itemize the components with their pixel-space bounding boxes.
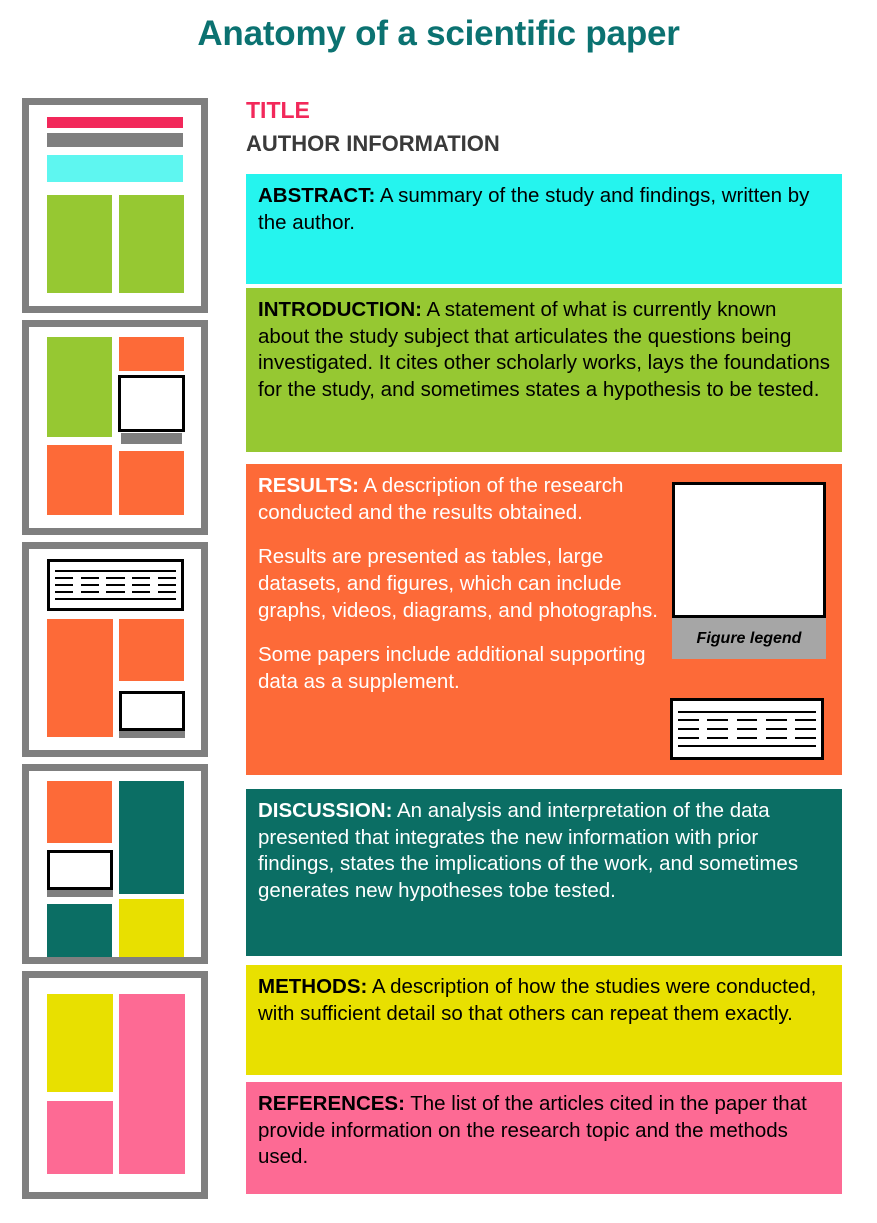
- section-abstract: [246, 174, 842, 284]
- thumb3-figure-legend-bar: [119, 731, 185, 738]
- results-paragraph-2: Results are presented as tables, large datasets, and figures, which can include graphs, videos, diagrams, and photographs.: [258, 545, 659, 622]
- table-row: [678, 728, 816, 730]
- references-paragraph: [258, 1091, 830, 1171]
- introduction-label: INTRODUCTION:: [258, 298, 422, 321]
- page-thumbnail-column: [22, 98, 208, 1203]
- thumb1-title-bar: [47, 117, 183, 128]
- thumb5-references-right: [119, 994, 185, 1174]
- methods-body: A description of how the studies were conducted, with sufficient detail so that others can repeat them exactly.: [258, 975, 817, 1025]
- thumb1-abstract-bar: [47, 155, 183, 182]
- table-rule-top: [55, 570, 176, 572]
- section-introduction: [246, 288, 842, 452]
- thumb2-results-bottom-left: [47, 445, 112, 515]
- thumb3-table: [47, 559, 184, 611]
- methods-paragraph: [258, 974, 830, 1027]
- table-rule-bottom: [55, 598, 176, 600]
- page-thumbnail-4: [22, 764, 208, 964]
- results-text-column: [258, 473, 678, 695]
- thumb1-intro-column-left: [47, 195, 112, 293]
- discussion-label: DISCUSSION:: [258, 799, 393, 822]
- discussion-paragraph: [258, 798, 830, 905]
- abstract-body: A summary of the study and findings, written by the author.: [258, 184, 810, 234]
- results-body: A description of the research conducted and the results obtained.: [258, 474, 624, 524]
- thumb4-figure-box: [47, 850, 113, 890]
- figure-inset: [672, 482, 826, 659]
- page-title: Anatomy of a scientific paper: [197, 14, 680, 53]
- table-rule-bottom: [678, 745, 816, 747]
- figure-legend-text: Figure legend: [696, 629, 802, 647]
- results-table-inset: [670, 698, 824, 760]
- thumb1-intro-column-right: [119, 195, 184, 293]
- thumb4-methods-block: [119, 899, 184, 957]
- thumb2-intro-column: [47, 337, 112, 437]
- thumb2-figure-legend-bar: [121, 433, 182, 444]
- section-methods: [246, 965, 842, 1075]
- thumb1-author-bar: [47, 133, 183, 147]
- thumb5-references-bottom-left: [47, 1101, 113, 1174]
- thumb4-figure-legend-bar: [47, 890, 113, 897]
- section-results: [246, 464, 842, 775]
- table-row: [678, 719, 816, 721]
- thumb2-results-top-right: [119, 337, 184, 371]
- table-row: [55, 584, 176, 586]
- figure-legend-bar: [672, 618, 826, 659]
- abstract-label: ABSTRACT:: [258, 184, 376, 207]
- thumb4-discussion-bottom-left: [47, 904, 112, 957]
- introduction-body: A statement of what is currently known about the study subject that articulates the questions being investigated. It cites other scholarly works, lays the foundations for the study, and sometimes states a hypothesis to be tested.: [258, 298, 831, 401]
- references-body: The list of the articles cited in the paper that provide information on the research topic and the methods used.: [258, 1092, 807, 1169]
- thumb5-methods-block: [47, 994, 113, 1092]
- table-row: [678, 737, 816, 739]
- thumb2-results-bottom-right: [119, 451, 184, 515]
- results-paragraph-1: [258, 473, 678, 526]
- methods-label: METHODS:: [258, 975, 368, 998]
- results-paragraph-3: Some papers include additional supporting data as a supplement.: [258, 643, 646, 693]
- table-rule-top: [678, 711, 816, 713]
- thumb3-figure-box: [119, 691, 185, 731]
- page-thumbnail-1: [22, 98, 208, 313]
- section-discussion: [246, 789, 842, 956]
- page-thumbnail-2: [22, 320, 208, 535]
- discussion-body: An analysis and interpretation of the data presented that integrates the new information with prior findings, states the implications of the work, and sometimes generates new hypotheses tobe tested.: [258, 799, 799, 902]
- figure-placeholder-box: [672, 482, 826, 618]
- table-row: [55, 577, 176, 579]
- abstract-paragraph: [258, 183, 830, 236]
- section-references: [246, 1082, 842, 1194]
- thumb3-results-right: [119, 619, 184, 681]
- introduction-paragraph: [258, 297, 830, 404]
- paper-title-label: TITLE: [246, 97, 310, 123]
- author-information-label: AUTHOR INFORMATION: [246, 131, 500, 156]
- thumb4-discussion-right: [119, 781, 184, 894]
- thumb3-results-left: [47, 619, 113, 737]
- results-label: RESULTS:: [258, 474, 359, 497]
- page-thumbnail-3: [22, 542, 208, 757]
- references-label: REFERENCES:: [258, 1092, 405, 1115]
- thumb4-results-block: [47, 781, 112, 843]
- thumb2-figure-box: [118, 375, 185, 432]
- page-thumbnail-5: [22, 971, 208, 1199]
- table-row: [55, 591, 176, 593]
